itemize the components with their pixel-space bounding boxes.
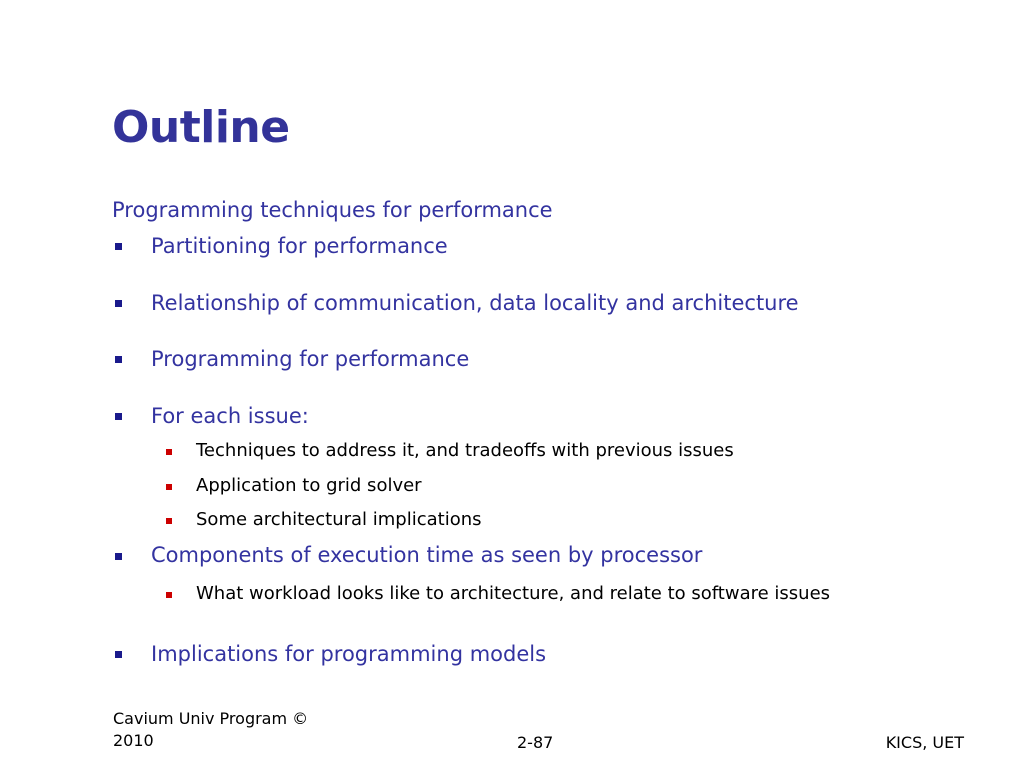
square-bullet-icon <box>115 553 122 560</box>
footer-copyright <box>113 708 353 752</box>
footer-copyright-line1: Cavium Univ Program © <box>113 709 309 728</box>
bullet-item: Components of execution time as seen by processor <box>151 543 703 567</box>
bullet-item: Implications for programming models <box>151 642 547 666</box>
footer-institution: KICS, UET <box>885 733 964 752</box>
bullet-item: Programming for performance <box>151 347 470 371</box>
sub-bullet-item: Application to grid solver <box>196 475 422 496</box>
intro-line: Programming techniques for performance <box>112 198 553 222</box>
square-bullet-icon <box>115 356 122 363</box>
bullet-item: Relationship of communication, data locality and architecture <box>151 291 799 315</box>
square-bullet-icon <box>166 449 172 455</box>
square-bullet-icon <box>166 518 172 524</box>
square-bullet-icon <box>115 651 122 658</box>
sub-bullet-item: Some architectural implications <box>196 509 482 530</box>
slide-title: Outline <box>112 102 290 153</box>
square-bullet-icon <box>115 243 122 250</box>
square-bullet-icon <box>115 300 122 307</box>
sub-bullet-item: Techniques to address it, and tradeoffs with previous issues <box>196 440 734 461</box>
footer-page-number: 2-87 <box>517 733 554 752</box>
square-bullet-icon <box>115 413 122 420</box>
bullet-item: Partitioning for performance <box>151 234 448 258</box>
footer-copyright-line2: 2010 <box>113 731 154 750</box>
square-bullet-icon <box>166 484 172 490</box>
sub-bullet-item: What workload looks like to architecture, and relate to software issues <box>196 583 831 604</box>
bullet-item: For each issue: <box>151 404 309 428</box>
square-bullet-icon <box>166 592 172 598</box>
